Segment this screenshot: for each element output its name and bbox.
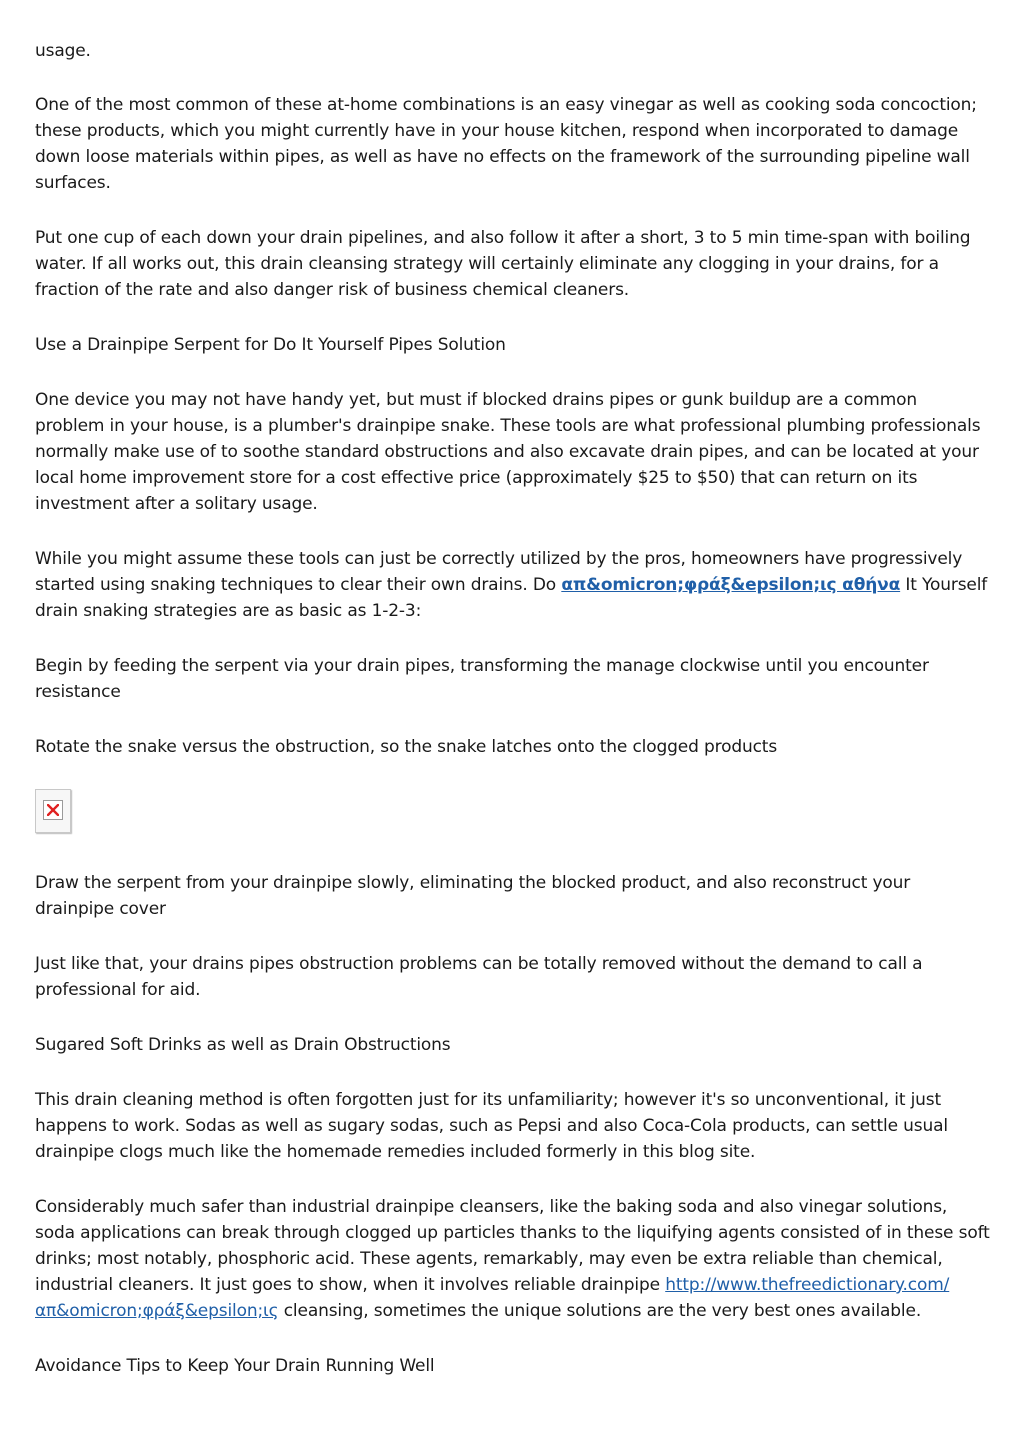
paragraph-soda-method: This drain cleaning method is often forgotten just for its unfamiliarity; however it's so unconventional, it just happens to work. Sodas as well as sugary sodas, such as Pepsi and also Coca-Cola products, can settle usual drainpipe clogs much like the homemade remedies included formerly in this blog site. (35, 1090, 948, 1162)
paragraph-step-feed: Begin by feeding the serpent via your drain pipes, transforming the manage clockwise until you encounter resistance (35, 656, 929, 702)
paragraph-text: cleansing, sometimes the unique solutions are the very best ones available. (278, 1301, 922, 1321)
paragraph-plumber-snake: One device you may not have handy yet, but must if blocked drains pipes or gunk buildup are a common problem in your house, is a plumber's drainpipe snake. These tools are what professional plumbing professionals normally make use of to soothe standard obstructions and also excavate drain pipes, and can be located at your local home improvement store for a cost effective price (approximately $25 to $50) that can return on its investment after a solitary usage. (35, 390, 981, 514)
paragraph-snaking-techniques (35, 546, 990, 624)
paragraph-boiling-water: Put one cup of each down your drain pipelines, and also follow it after a short, 3 to 5 min time-span with boiling water. If all works out, this drain cleansing strategy will certainly eliminate any clogging in your drains, for a fraction of the rate and also danger risk of business chemical cleaners. (35, 228, 971, 300)
paragraph-usage: usage. (35, 41, 91, 61)
paragraph-vinegar-soda: One of the most common of these at-home combinations is an easy vinegar as well as cooking soda concoction; these products, which you might currently have in your house kitchen, respond when incorporated to damage down loose materials within pipes, as well as have no effects on the framework of the surrounding pipeline wall surfaces. (35, 95, 977, 193)
greek-keyword-link[interactable]: απ&omicron;φράξ&epsilon;ις αθήνα (561, 575, 901, 595)
paragraph-phosphoric-acid (35, 1194, 990, 1324)
heading-sugared-soft-drinks: Sugared Soft Drinks as well as Drain Obstructions (35, 1035, 451, 1055)
dictionary-link[interactable]: http://www.thefreedictionary.com/απ&omicron;φράξ&epsilon;ις (35, 1275, 950, 1321)
paragraph-text: Considerably much safer than industrial drainpipe cleansers, like the baking soda and also vinegar solutions, soda applications can break through clogged up particles thanks to the liquifying agents consisted of in these soft drinks; most notably, phosphoric acid. These agents, remarkably, may even be extra reliable than chemical, industrial cleaners. It just goes to show, when it involves reliable drainpipe (35, 1197, 990, 1295)
paragraph-step-draw: Draw the serpent from your drainpipe slowly, eliminating the blocked product, and also reconstruct your drainpipe cover (35, 873, 911, 919)
paragraph-step-rotate: Rotate the snake versus the obstruction, so the snake latches onto the clogged products (35, 737, 778, 757)
paragraph-problems-removed: Just like that, your drains pipes obstruction problems can be totally removed without the demand to call a professional for aid. (35, 954, 923, 1000)
broken-image-icon (47, 804, 59, 816)
heading-avoidance-tips: Avoidance Tips to Keep Your Drain Running Well (35, 1356, 435, 1376)
broken-image-placeholder[interactable] (35, 789, 71, 833)
heading-drainpipe-serpent: Use a Drainpipe Serpent for Do It Yourself Pipes Solution (35, 335, 506, 355)
broken-image-frame (43, 800, 63, 820)
paragraph-text: While you might assume these tools can just be correctly utilized by the pros, homeowners have progressively started using snaking techniques to clear their own drains. Do (35, 549, 963, 595)
paragraph-text: It Yourself drain snaking strategies are as basic as 1-2-3: (35, 575, 988, 621)
